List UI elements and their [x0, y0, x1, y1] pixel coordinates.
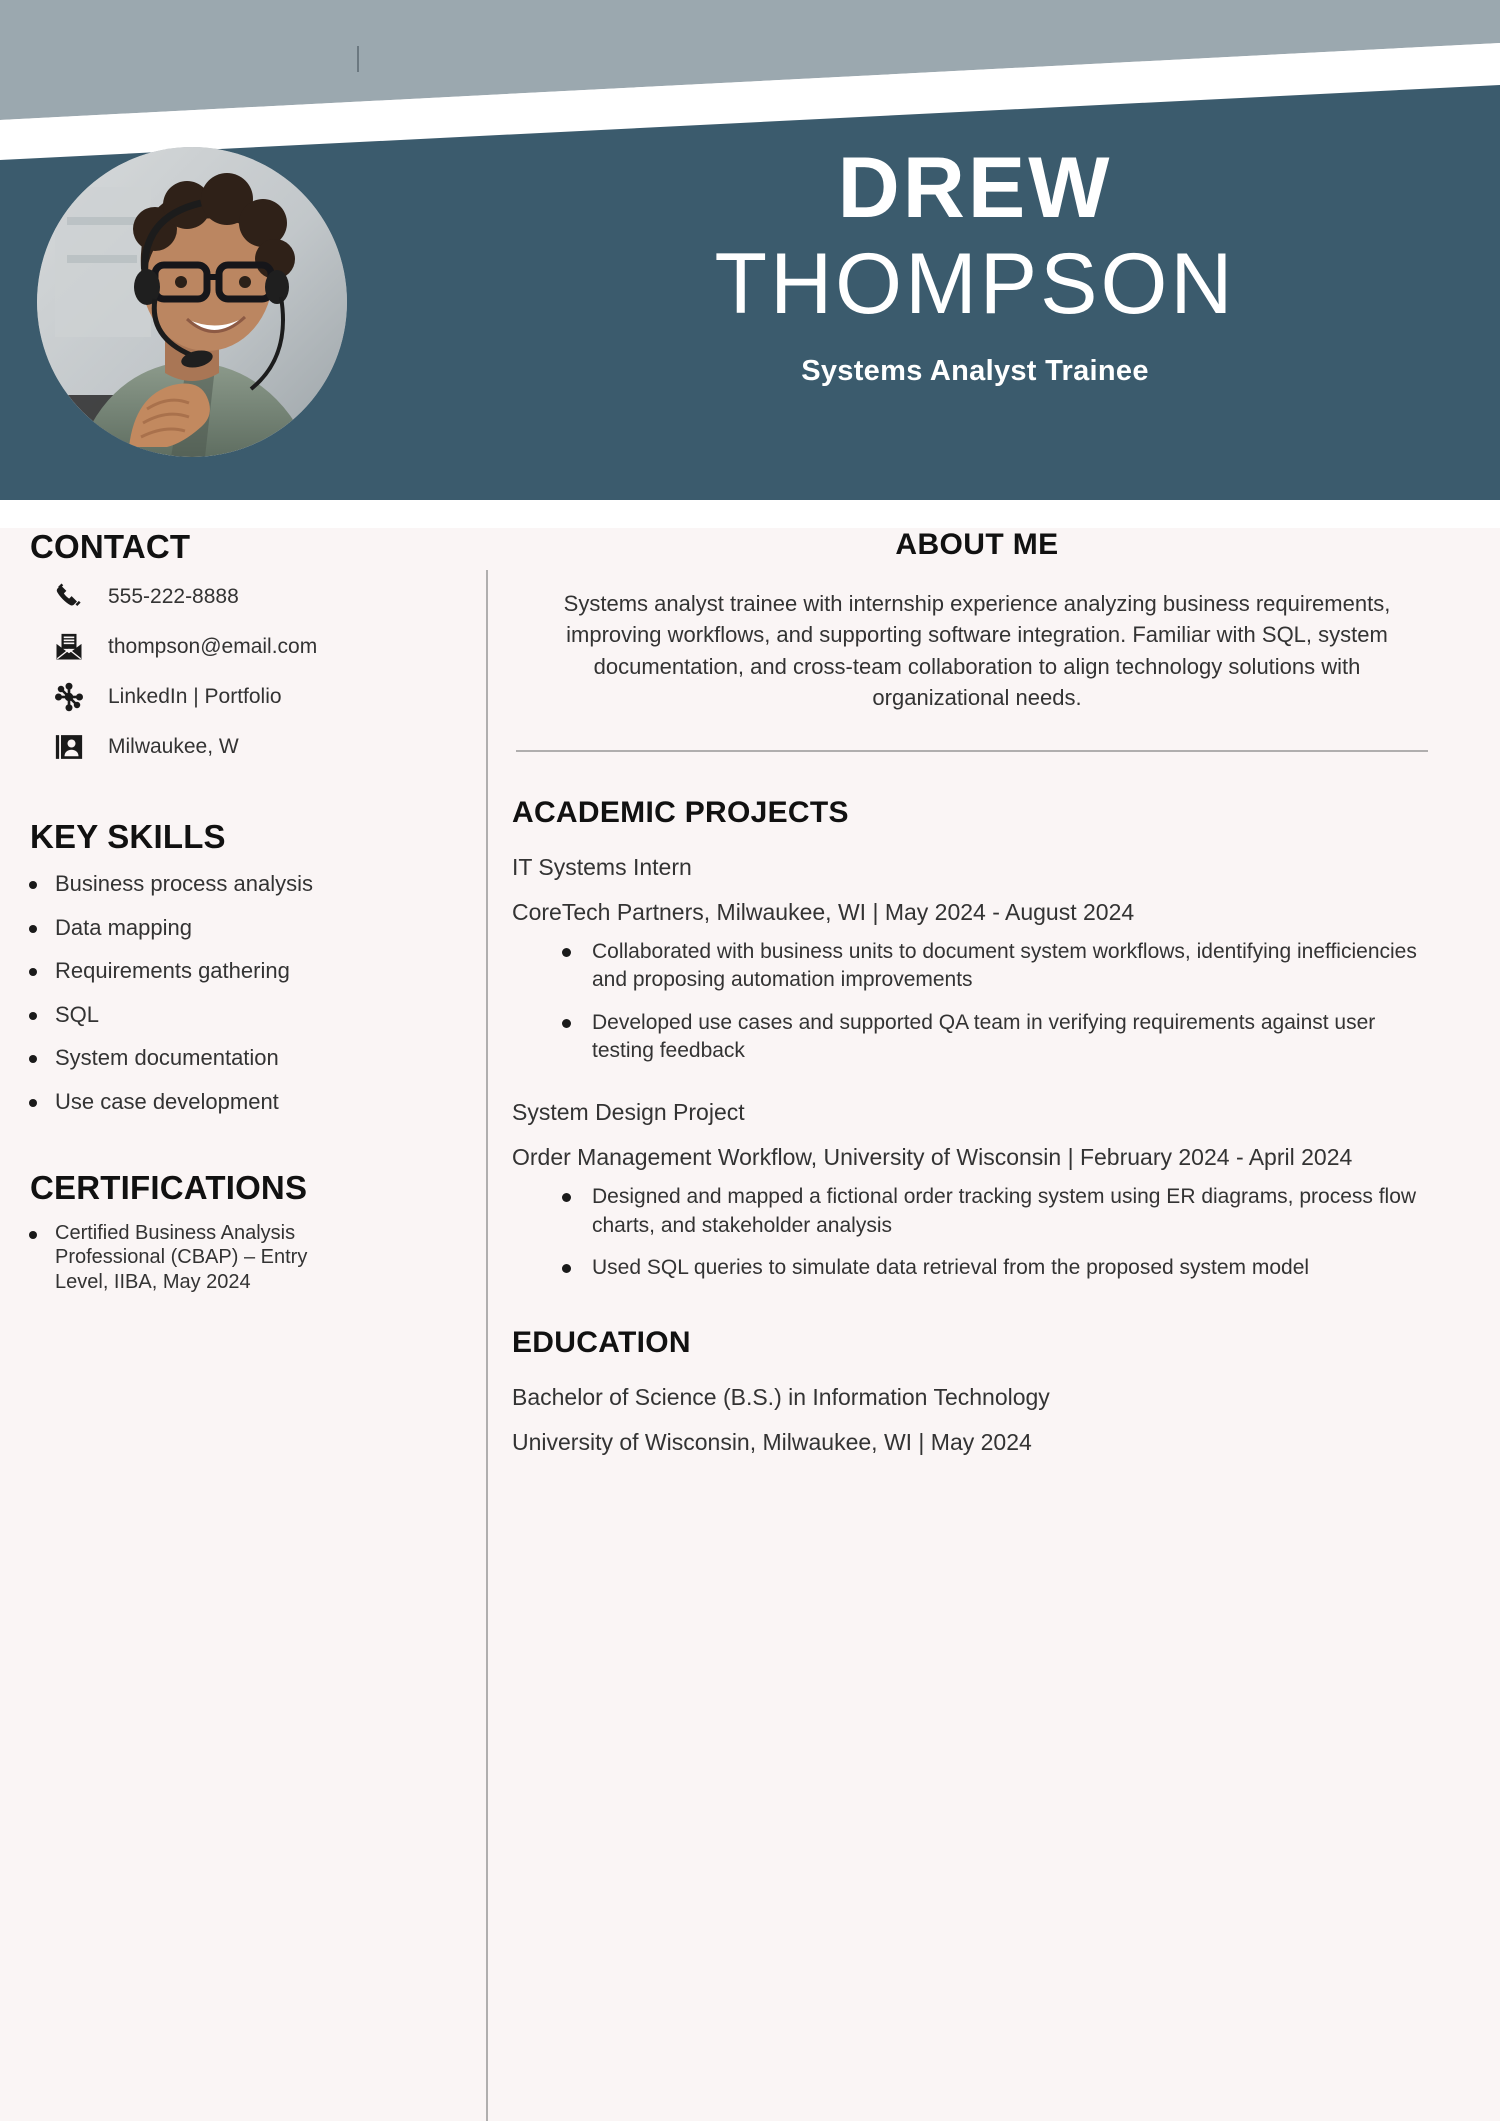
header-tick-mark: [357, 46, 359, 72]
project-meta: CoreTech Partners, Milwaukee, WI | May 2024 - August 2024: [512, 898, 1135, 925]
certifications-heading: CERTIFICATIONS: [30, 1169, 308, 1206]
column-divider: [486, 570, 488, 2121]
list-item: Data mapping: [55, 914, 440, 942]
education-heading: EDUCATION: [512, 1326, 691, 1360]
contact-value-phone: 555-222-8888: [108, 585, 239, 608]
list-item: Requirements gathering: [55, 957, 440, 985]
contact-item-location: [52, 730, 440, 764]
certifications-list: [0, 1221, 440, 1294]
spacer-certifications: [0, 1131, 440, 1169]
list-item: Designed and mapped a fictional order tracking system using ER diagrams, process flow charts, and stakeholder analysis: [592, 1183, 1442, 1240]
last-name: THOMPSON: [714, 236, 1236, 332]
project-title: IT Systems Intern: [512, 853, 692, 880]
spacer-project: [512, 1079, 1442, 1097]
address-card-icon: [52, 730, 86, 764]
list-item: SQL: [55, 1001, 440, 1029]
sidebar: [0, 528, 440, 2121]
first-name: DREW: [837, 140, 1113, 236]
skills-list: [0, 870, 440, 1115]
network-icon: [52, 680, 86, 714]
avatar: [37, 147, 347, 457]
project-bullets: [512, 1183, 1442, 1282]
project-entry-1: [512, 852, 1442, 1065]
about-text: Systems analyst trainee with internship experience analyzing business requirements, improving workflows, and supporting software integration. Familiar with SQL, system documentation, and cross-team collaboration to align technology solutions with organizational needs.: [563, 591, 1391, 711]
contact-heading: CONTACT: [30, 528, 191, 565]
contact-item-email: [52, 630, 440, 664]
project-title: System Design Project: [512, 1099, 745, 1126]
spacer-skills: [0, 780, 440, 818]
list-item: Collaborated with business units to document system workflows, identifying inefficiencies and proposing automation improvements: [592, 938, 1442, 995]
contact-value-network: LinkedIn | Portfolio: [108, 685, 282, 708]
phone-icon: [52, 580, 86, 614]
list-item: Used SQL queries to simulate data retrieval from the proposed system model: [592, 1254, 1442, 1282]
list-item: Use case development: [55, 1088, 440, 1116]
contact-value-location: Milwaukee, W: [108, 735, 239, 758]
section-divider: [516, 750, 1428, 752]
education-degree: Bachelor of Science (B.S.) in Information Technology: [512, 1384, 1050, 1411]
contact-item-phone: [52, 580, 440, 614]
contact-value-email: thompson@email.com: [108, 635, 318, 658]
education-school: University of Wisconsin, Milwaukee, WI | May 2024: [512, 1429, 1032, 1456]
skills-heading: KEY SKILLS: [30, 818, 226, 855]
list-item: Developed use cases and supported QA team in verifying requirements against user testing feedback: [592, 1009, 1442, 1066]
header-bottom-white-band: [0, 500, 1500, 528]
email-icon: [52, 630, 86, 664]
list-item: System documentation: [55, 1044, 440, 1072]
list-item: Certified Business Analysis Professional (CBAP) – Entry Level, IIBA, May 2024: [55, 1221, 310, 1294]
job-title: Systems Analyst Trainee: [801, 354, 1149, 387]
projects-heading: ACADEMIC PROJECTS: [512, 795, 849, 829]
about-heading: ABOUT ME: [895, 528, 1059, 561]
contact-list: [0, 580, 440, 764]
list-item: Business process analysis: [55, 870, 440, 898]
project-entry-2: [512, 1097, 1442, 1282]
name-block: [470, 140, 1480, 388]
main-content: [512, 528, 1442, 1469]
contact-item-network: [52, 680, 440, 714]
project-bullets: [512, 938, 1442, 1065]
project-meta: Order Management Workflow, University of Wisconsin | February 2024 - April 2024: [512, 1144, 1353, 1171]
